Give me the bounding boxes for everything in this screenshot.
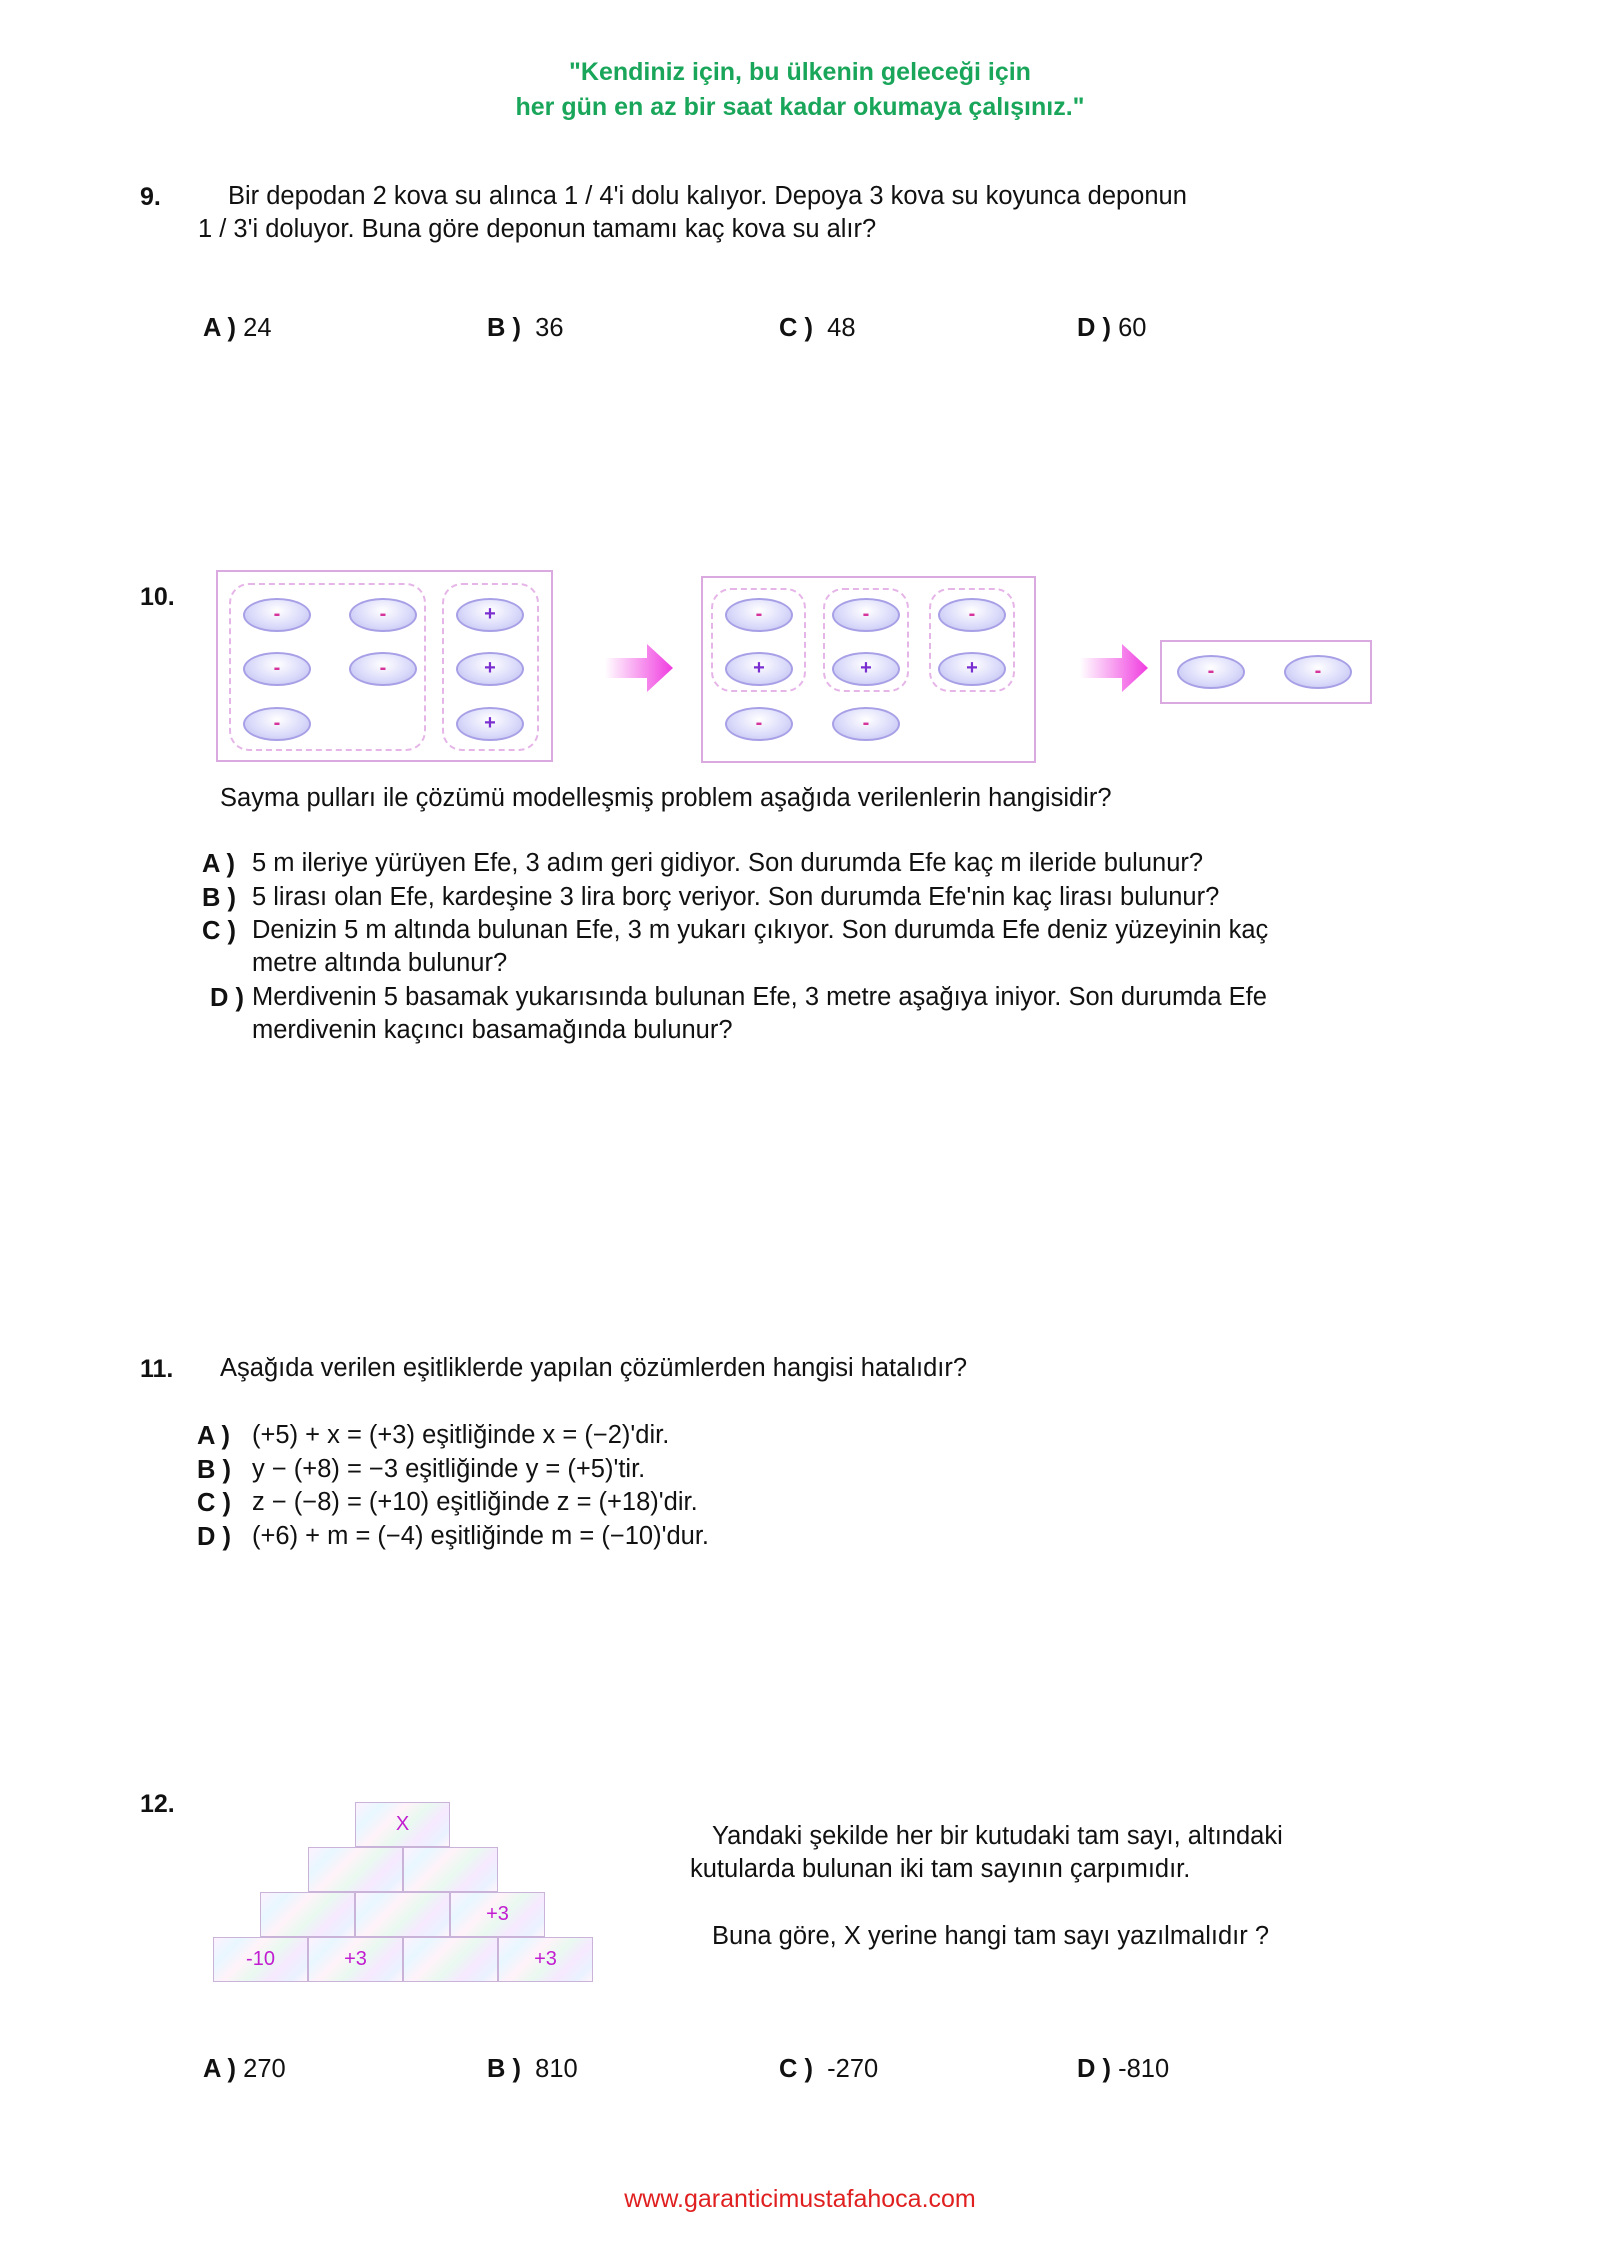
option-letter: C ) — [779, 314, 813, 342]
pyramid-cell — [355, 1892, 450, 1937]
option-text: -270 — [827, 2055, 879, 2083]
option-letter: C ) — [197, 1489, 231, 1517]
pyramid-cell: +3 — [450, 1892, 545, 1937]
negative-counter: - — [1284, 655, 1352, 689]
option-text: (+6) + m = (−4) eşitliğinde m = (−10)'dur. — [252, 1522, 709, 1550]
option-letter: A ) — [202, 850, 236, 878]
positive-counter: + — [832, 652, 900, 686]
question-11-prompt: Aşağıda verilen eşitliklerde yapılan çözümlerden hangisi hatalıdır? — [220, 1354, 968, 1382]
option-text: 5 m ileriye yürüyen Efe, 3 adım geri gidiyor. Son durumda Efe kaç m ileride bulunur? — [252, 849, 1204, 877]
negative-counter: - — [243, 707, 311, 741]
option-text: (+5) + x = (+3) eşitliğinde x = (−2)'dir. — [252, 1421, 670, 1449]
positive-counter: + — [938, 652, 1006, 686]
question-12-number: 12. — [140, 1790, 175, 1818]
question-12-prompt: Buna göre, X yerine hangi tam sayı yazılmalıdır ? — [712, 1922, 1270, 1950]
option-letter: A ) — [197, 1422, 231, 1450]
option-letter: B ) — [487, 314, 521, 342]
option-letter: D ) — [1077, 2055, 1111, 2083]
option-text: 5 lirası olan Efe, kardeşine 3 lira borç veriyor. Son durumda Efe'nin kaç lirası bulunur? — [252, 883, 1220, 911]
motto-line-2: her gün en az bir saat kadar okumaya çalışınız." — [515, 93, 1085, 121]
option-letter: C ) — [779, 2055, 813, 2083]
negative-counter: - — [725, 707, 793, 741]
negative-counter: - — [725, 598, 793, 632]
pyramid-cell-bottom — [403, 1937, 498, 1982]
option-text: y − (+8) = −3 eşitliğinde y = (+5)'tir. — [252, 1455, 646, 1483]
option-text: 810 — [535, 2055, 578, 2083]
q12-option-d[interactable] — [1077, 2055, 1169, 2084]
option-letter: D ) — [210, 984, 244, 1012]
positive-counter: + — [725, 652, 793, 686]
question-10-number: 10. — [140, 583, 175, 611]
pyramid-cell-bottom: +3 — [498, 1937, 593, 1982]
negative-counter: - — [243, 598, 311, 632]
option-text: -810 — [1118, 2055, 1170, 2083]
question-10-prompt: Sayma pulları ile çözümü modelleşmiş problem aşağıda verilenlerin hangisidir? — [220, 784, 1112, 812]
negative-counter: - — [832, 707, 900, 741]
footer-website-link[interactable]: www.garanticimustafahoca.com — [624, 2185, 976, 2213]
pyramid-cell — [260, 1892, 355, 1937]
q12-option-c[interactable] — [779, 2055, 878, 2084]
option-letter: C ) — [202, 917, 236, 945]
negative-counter: - — [243, 652, 311, 686]
question-12-text-line-1: Yandaki şekilde her bir kutudaki tam sayı, altındaki — [712, 1822, 1283, 1850]
question-9-line-2: 1 / 3'i doluyor. Buna göre deponun tamamı kaç kova su alır? — [198, 215, 877, 243]
negative-counter: - — [349, 652, 417, 686]
option-letter: A ) — [203, 314, 237, 342]
option-text: 48 — [827, 314, 856, 342]
option-text: 36 — [535, 314, 564, 342]
option-text: 24 — [243, 314, 272, 342]
pyramid-cell — [403, 1847, 498, 1892]
pyramid-cell-bottom: -10 — [213, 1937, 308, 1982]
option-text-continued: merdivenin kaçıncı basamağında bulunur? — [252, 1016, 733, 1044]
option-text: 60 — [1118, 314, 1147, 342]
pyramid-cell-top: X — [355, 1802, 450, 1847]
option-text: Merdivenin 5 basamak yukarısında bulunan Efe, 3 metre aşağıya iniyor. Son durumda Efe — [252, 983, 1267, 1011]
pyramid-cell-bottom: +3 — [308, 1937, 403, 1982]
question-11-number: 11. — [140, 1355, 174, 1383]
option-text: 270 — [243, 2055, 286, 2083]
option-letter: B ) — [197, 1456, 231, 1484]
option-letter: B ) — [487, 2055, 521, 2083]
option-text: z − (−8) = (+10) eşitliğinde z = (+18)'dir. — [252, 1488, 698, 1516]
pyramid-cell — [308, 1847, 403, 1892]
option-letter: D ) — [197, 1523, 231, 1551]
option-letter: A ) — [203, 2055, 237, 2083]
option-text-continued: metre altında bulunur? — [252, 949, 508, 977]
motto-line-1: "Kendiniz için, bu ülkenin geleceği için — [569, 58, 1031, 86]
positive-counter: + — [456, 707, 524, 741]
question-9-line-1: Bir depodan 2 kova su alınca 1 / 4'i dolu kalıyor. Depoya 3 kova su koyunca deponun — [228, 182, 1187, 210]
q12-option-b[interactable] — [487, 2055, 578, 2084]
option-letter: B ) — [202, 884, 236, 912]
question-12-text-line-2: kutularda bulunan iki tam sayının çarpımıdır. — [690, 1855, 1191, 1883]
option-letter: D ) — [1077, 314, 1111, 342]
negative-counter: - — [349, 598, 417, 632]
positive-counter: + — [456, 598, 524, 632]
negative-counter: - — [938, 598, 1006, 632]
q12-option-a[interactable] — [203, 2055, 286, 2084]
positive-counter: + — [456, 652, 524, 686]
option-text: Denizin 5 m altında bulunan Efe, 3 m yukarı çıkıyor. Son durumda Efe deniz yüzeyinin kaç — [252, 916, 1269, 944]
negative-counter: - — [1177, 655, 1245, 689]
negative-counter: - — [832, 598, 900, 632]
question-9-number: 9. — [140, 183, 161, 211]
